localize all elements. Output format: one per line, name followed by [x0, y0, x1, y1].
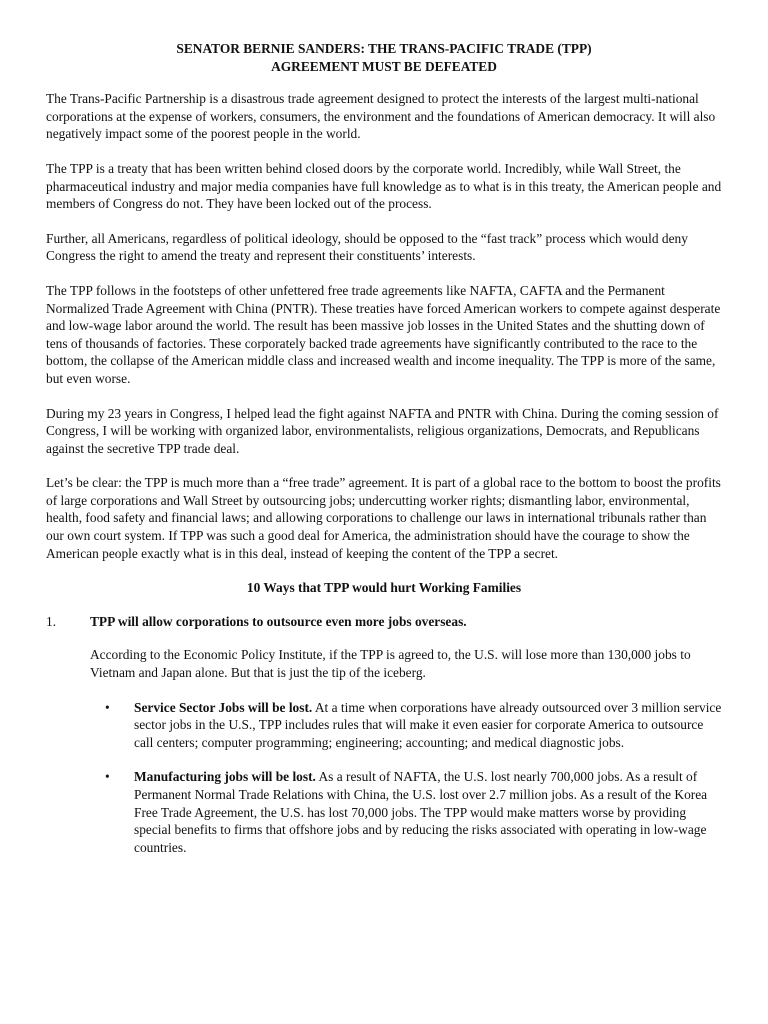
- bullet-lead: Manufacturing jobs will be lost.: [134, 769, 316, 785]
- document-title: [46, 40, 722, 75]
- bullet-lead: Service Sector Jobs will be lost.: [134, 699, 313, 715]
- bullet-marker: •: [105, 769, 110, 785]
- document-page: [46, 40, 722, 873]
- paragraph-fast-track: Further, all Americans, regardless of political ideology, should be opposed to the “fast track” process which would deny Congress the right to amend the treaty and represent their constituents’ interests.: [46, 230, 688, 264]
- title-line-2: AGREEMENT MUST BE DEFEATED: [271, 58, 497, 74]
- bullet-text: At a time when corporations have already outsourced over 3 million service sector jobs in the U.S., TPP includes rules that will make it even easier for corporate America to outsource call centers; computer programming; engineering; accounting; and medical diagnostic jobs.: [134, 699, 722, 750]
- bullet-marker: •: [105, 699, 110, 715]
- paragraph-intro: The Trans-Pacific Partnership is a disastrous trade agreement designed to protect the interests of the largest multi-national corporations at the expense of workers, consumers, the environment and the foundations of American democracy. It will also negatively impact some of the poorest people in the world.: [46, 91, 716, 142]
- item-number: 1.: [46, 613, 57, 629]
- paragraph-be-clear: Let’s be clear: the TPP is much more than a “free trade” agreement. It is part of a global race to the bottom to boost the profits of large corporations and Wall Street by outsourcing jobs; undercutting worker rights; dismantling labor, environmental, health, food safety and financial laws; and allowing corporations to challenge our laws in international tribunals rather than our own court system. If TPP was such a good deal for America, the administration should have the courage to show the American people exactly what is in this deal, instead of keeping the content of the TPP a secret.: [46, 475, 721, 561]
- item-1-body: According to the Economic Policy Institute, if the TPP is agreed to, the U.S. will lose more than 130,000 jobs to Vietnam and Japan alone. But that is just the tip of the iceberg.: [90, 647, 691, 681]
- paragraph-free-trade-history: The TPP follows in the footsteps of other unfettered free trade agreements like NAFTA, CAFTA and the Permanent Normalized Trade Agreement with China (PNTR). These treaties have forced American workers to compete against desperate and low-wage labor around the world. The result has been massive job losses in the United States and the shutting down of tens of thousands of factories. These corporately backed trade agreements have significantly contributed to the race to the bottom, the collapse of the American middle class and increased wealth and income inequality. The TPP is more of the same, but even worse.: [46, 282, 721, 386]
- item-heading: TPP will allow corporations to outsource even more jobs overseas.: [90, 613, 467, 629]
- paragraph-closed-doors: The TPP is a treaty that has been written behind closed doors by the corporate world. Incredibly, while Wall Street, the pharmaceutical industry and major media companies have full knowledge as to what is in this treaty, the American people and members of Congress do not. They have been locked out of the process.: [46, 160, 722, 212]
- numbered-item-1: [46, 613, 722, 631]
- bullet-service-sector: [90, 699, 722, 752]
- bullet-manufacturing: [90, 768, 722, 856]
- paragraph-congress-record: During my 23 years in Congress, I helped lead the fight against NAFTA and PNTR with China. During the coming session of Congress, I will be working with organized labor, environmentalists, religious organizations, Democrats, and Republicans against the secretive TPP trade deal.: [46, 405, 719, 456]
- title-line-1: SENATOR BERNIE SANDERS: THE TRANS-PACIFIC TRADE (TPP): [176, 41, 592, 56]
- bullet-text: As a result of NAFTA, the U.S. lost nearly 700,000 jobs. As a result of Permanent Normal Trade Relations with China, the U.S. lost over 2.7 million jobs. As a result of the Korea Free Trade Agreement, the U.S. has lost 70,000 jobs. The TPP would make matters worse by providing special benefits to firms that offshore jobs and by reducing the risks associated with operating in low-wage countries.: [134, 769, 708, 855]
- section-subheading: 10 Ways that TPP would hurt Working Families: [246, 580, 522, 596]
